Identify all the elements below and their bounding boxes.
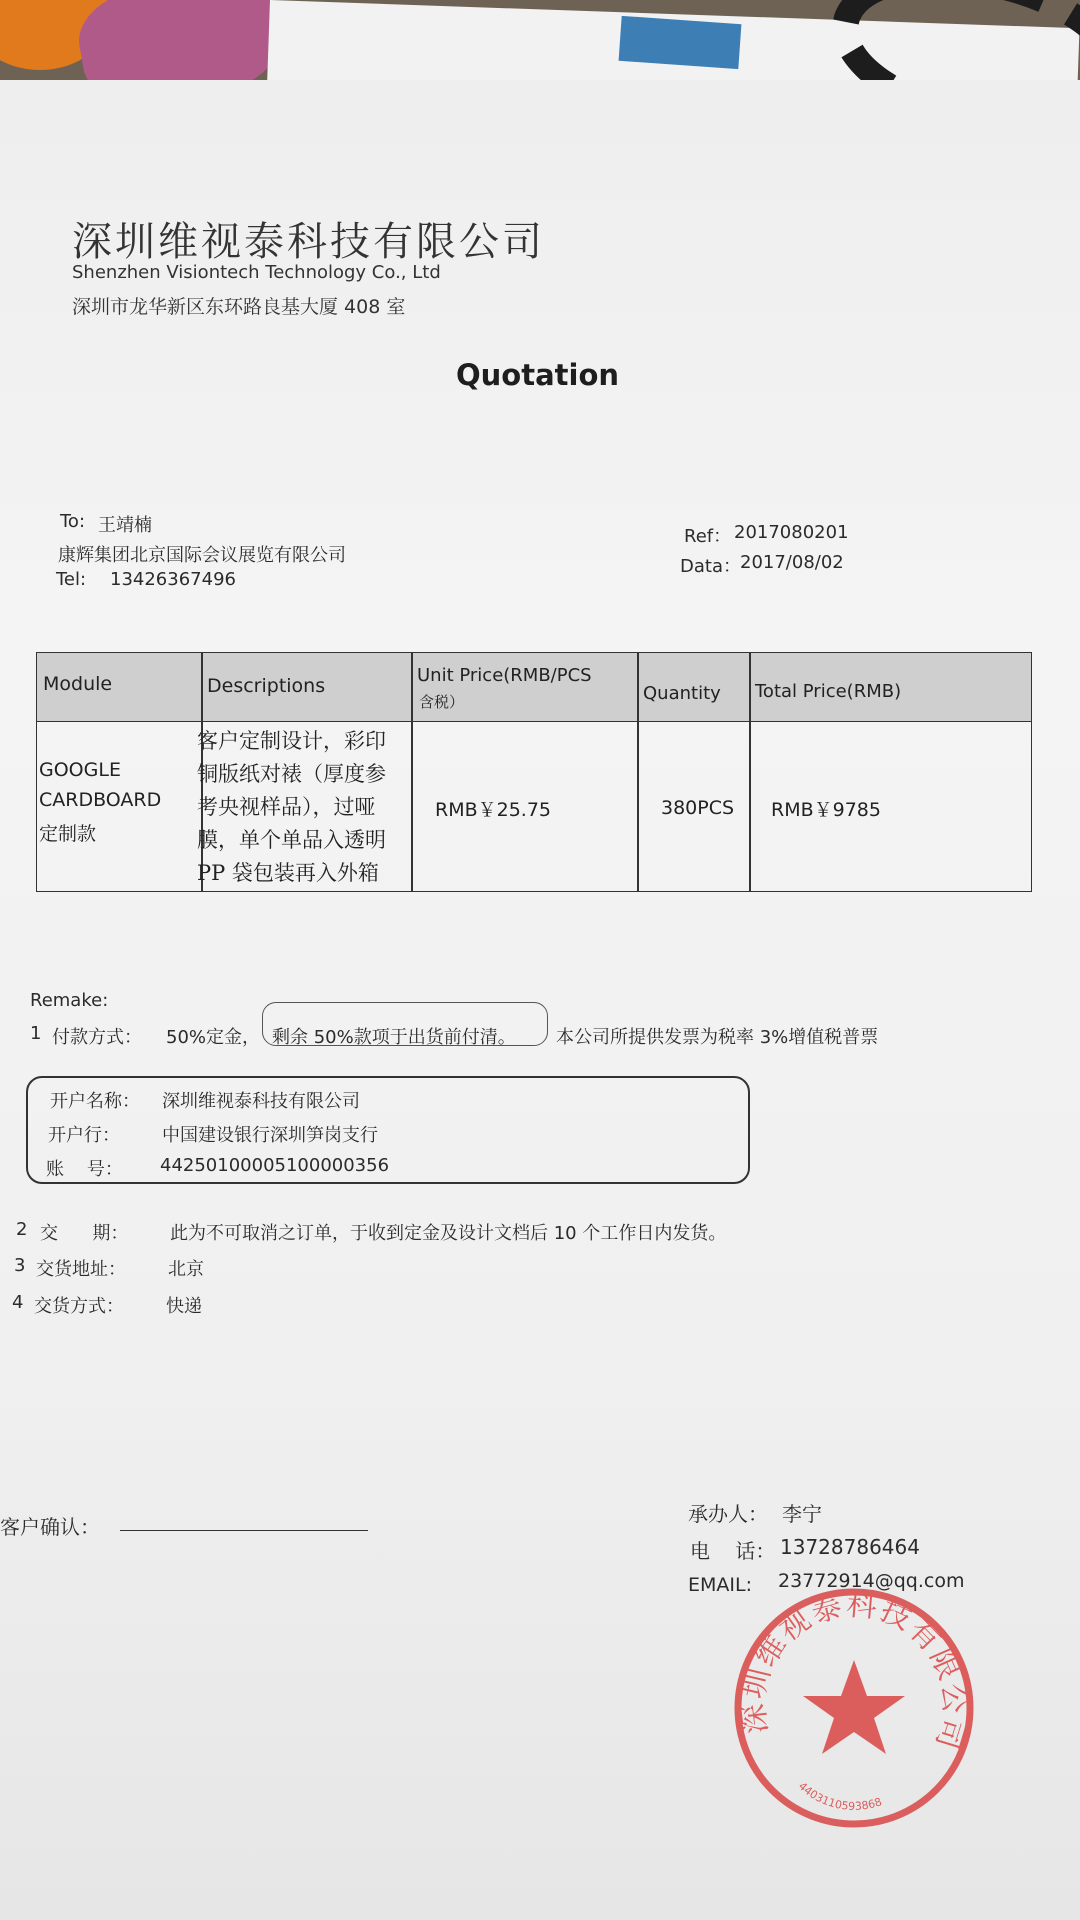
module-line-1: GOOGLE [39,759,121,781]
module-line-3: 定制款 [39,823,97,845]
row-quantity: 380PCS [661,797,735,819]
to-name: 王靖楠 [98,515,152,536]
header-unit-price: Unit Price(RMB/PCS [417,665,592,686]
blue-object [619,16,742,69]
account-number: 44250100005100000356 [160,1155,390,1176]
remark-4-number: 4 [12,1292,24,1313]
column-divider [411,653,413,891]
bank-name: 中国建设银行深圳笋岗支行 [162,1125,378,1146]
handwritten-highlight [262,1002,548,1046]
ref-label: Ref： [684,526,732,547]
company-seal [728,1582,980,1834]
customer-signature-line [120,1530,368,1531]
module-line-2: CARDBOARD [39,789,162,811]
seal-star-icon [803,1660,905,1754]
tel-value: 13426367496 [110,569,236,590]
remark-3-text: 北京 [168,1259,204,1280]
quotation-table [36,652,1032,892]
header-module: Module [43,673,113,695]
handler-email: 23772914@qq.com [778,1570,965,1592]
header-unit-price-note: 含税） [419,693,465,711]
handler-label: 承办人： [688,1502,768,1526]
account-name-label: 开户名称： [50,1091,140,1112]
to-company: 康辉集团北京国际会议展览有限公司 [58,545,346,566]
remark-4-label: 交货方式： [34,1296,124,1317]
header-descriptions: Descriptions [207,675,326,697]
remark-4-text: 快递 [166,1296,202,1317]
remarks-heading: Remake: [30,990,109,1011]
ref-value: 2017080201 [734,522,849,543]
seal-text: 深圳维视泰科技有限公司 [735,1587,972,1755]
company-address: 深圳市龙华新区东环路良基大厦 408 室 [72,296,406,318]
header-total-price: Total Price(RMB) [755,681,902,702]
row-total-price: RMB￥9785 [771,799,881,821]
account-number-label: 账 号： [46,1159,123,1180]
remark-2-label: 交 期： [40,1223,129,1244]
tel-label: Tel: [56,569,87,590]
company-name-cn: 深圳维视泰科技有限公司 [72,219,545,265]
remark-1-number: 1 [30,1023,42,1044]
handler-phone-label: 电 话： [690,1539,776,1563]
remark-1-label: 付款方式： [52,1027,142,1048]
document-title: Quotation [456,358,620,392]
remark-3-number: 3 [14,1255,26,1276]
remark-3-label: 交货地址： [36,1259,126,1280]
handler-email-label: EMAIL: [688,1574,752,1596]
row-unit-price: RMB￥25.75 [435,799,552,821]
remark-2-number: 2 [16,1219,28,1240]
header-quantity: Quantity [643,683,721,704]
customer-confirm-label: 客户确认： [0,1515,100,1539]
date-label: Data： [680,556,741,577]
column-divider [749,653,751,891]
date-value: 2017/08/02 [740,552,844,573]
remark-2-text: 此为不可取消之订单，于收到定金及设计文档后 10 个工作日内发货。 [170,1223,727,1244]
remark-1-invoice: 本公司所提供发票为税率 3%增值税普票 [556,1027,879,1048]
handler-phone: 13728786464 [780,1535,920,1559]
remark-1-balance: 剩余 50%款项于出货前付清。 [272,1027,516,1048]
seal-number: 4403110593868 [795,1779,884,1813]
to-label: To: [60,511,86,532]
account-name: 深圳维视泰科技有限公司 [162,1091,360,1112]
row-description: 客户定制设计，彩印铜版纸对裱（厚度参考央视样品），过哑膜，单个单品入透明PP 袋包装再入外箱 [197,729,386,885]
remark-1-deposit: 50%定金， [166,1027,261,1048]
handler-name: 李宁 [782,1502,822,1526]
column-divider [637,653,639,891]
company-name-en: Shenzhen Visiontech Technology Co., Ltd [72,262,441,283]
bank-label: 开户行： [48,1125,120,1146]
